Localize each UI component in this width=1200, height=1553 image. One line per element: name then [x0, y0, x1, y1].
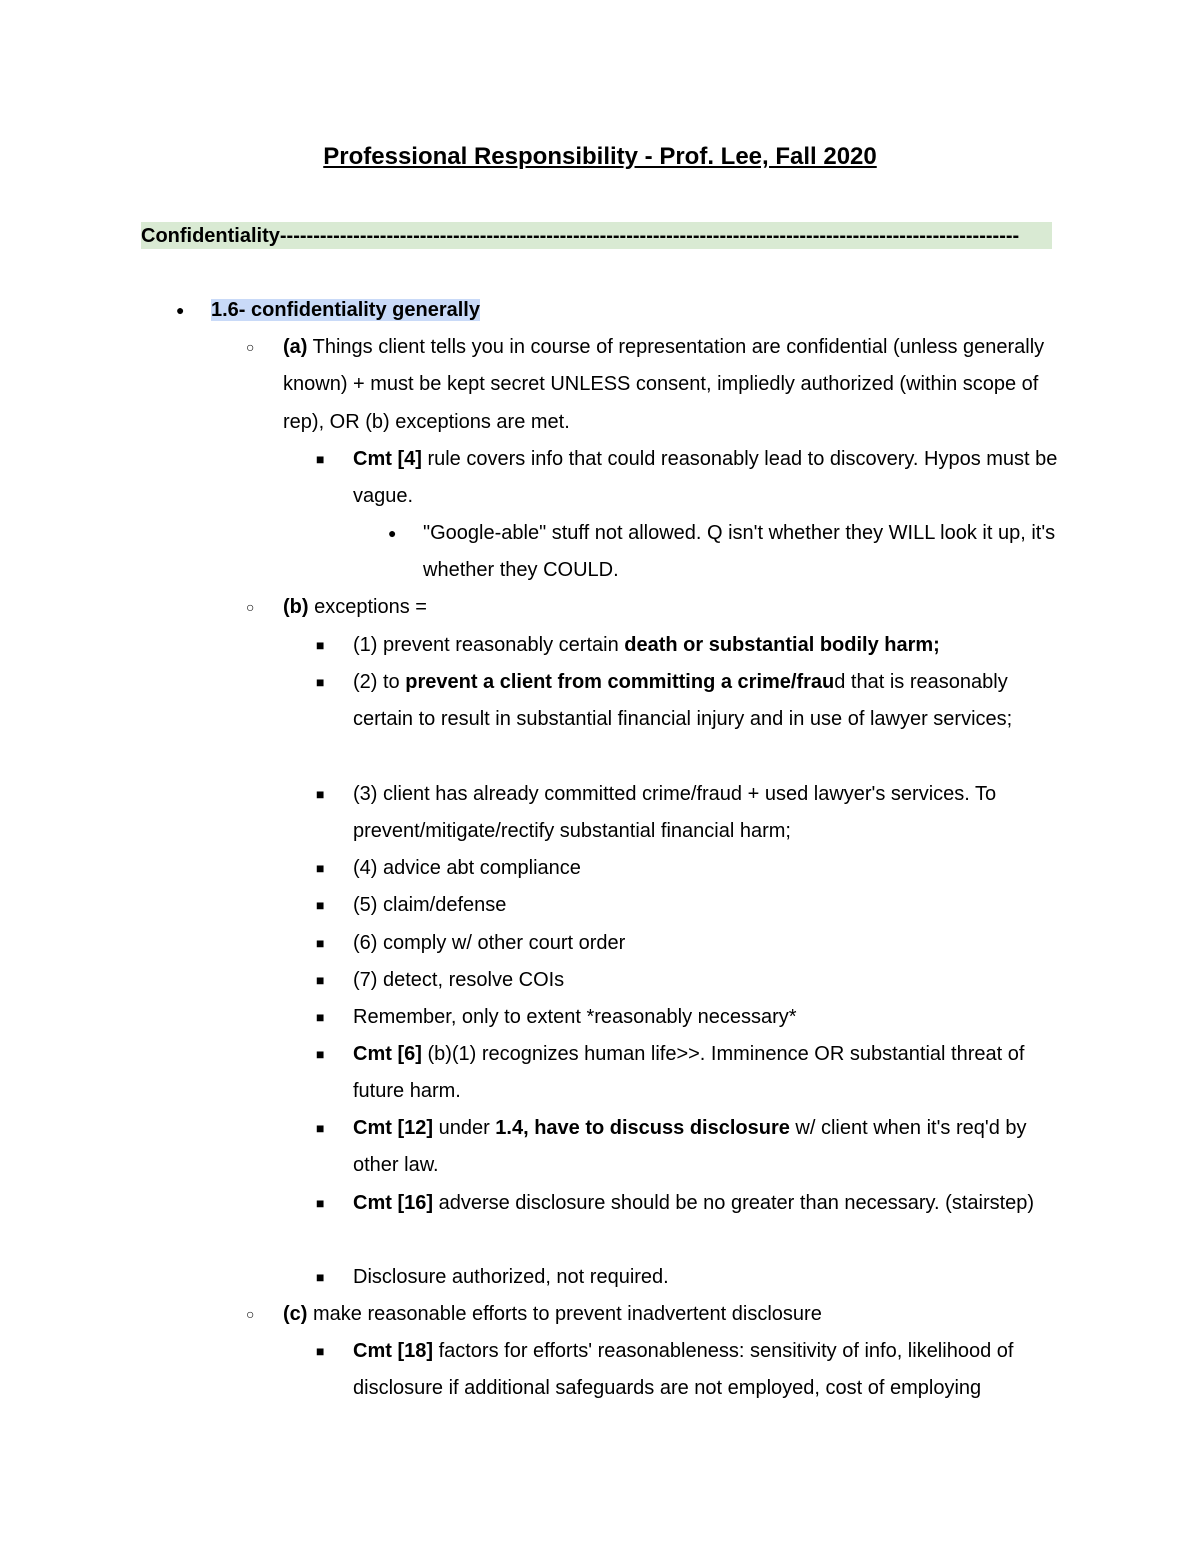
bullet-square: ■	[316, 1046, 325, 1062]
item-label: (c)	[283, 1303, 308, 1325]
list-item-authorized: Disclosure authorized, not required.	[353, 1266, 669, 1288]
comment-text: rule covers info that could reasonably lead to discovery. Hypos must be vague.	[353, 448, 1058, 508]
list-item-cmt12	[353, 1110, 1073, 1185]
bullet-square: ■	[316, 1009, 325, 1025]
item-bold-text: death or substantial bodily harm;	[624, 634, 940, 656]
item-text: (2) to	[353, 671, 406, 693]
list-item-exception-2	[353, 664, 1073, 739]
item-label: (b)	[283, 596, 309, 618]
comment-bold-text: 1.4, have to discuss disclosure	[495, 1117, 790, 1139]
comment-label: Cmt [16]	[353, 1192, 434, 1214]
list-item-cmt4	[353, 441, 1073, 516]
bullet-square: ■	[316, 674, 325, 690]
list-item-b	[283, 589, 1073, 626]
section-rule: ---------------------------------------------------------------------------------------------------------------	[279, 225, 1020, 247]
list-item-remember: Remember, only to extent *reasonably necessary*	[353, 1006, 797, 1028]
section-label: Confidentiality	[141, 225, 280, 247]
comment-text: under	[433, 1117, 496, 1139]
bullet-square: ■	[316, 451, 325, 467]
comment-label: Cmt [6]	[353, 1043, 422, 1065]
bullet-circle: ○	[246, 599, 255, 615]
bullet-square: ■	[316, 1343, 325, 1359]
bullet-square: ■	[316, 897, 325, 913]
list-item-exception-6: (6) comply w/ other court order	[353, 932, 626, 954]
list-item-exception-4: (4) advice abt compliance	[353, 857, 581, 879]
comment-text: adverse disclosure should be no greater than necessary. (stairstep)	[433, 1192, 1035, 1214]
list-item-cmt16	[353, 1185, 1073, 1222]
rule-heading	[211, 292, 511, 329]
section-heading-confidentiality	[141, 222, 1052, 249]
bullet-square: ■	[316, 1195, 325, 1211]
item-text: (1) prevent reasonably certain	[353, 634, 625, 656]
item-label: (a)	[283, 336, 308, 358]
item-text: Things client tells you in course of representation are confidential (unless generally known) + must be kept secret UNLESS consent, impliedly authorized (within scope of rep), OR (b) exceptions are met.	[283, 336, 1045, 433]
list-item-cmt18	[353, 1333, 1073, 1408]
bullet-square: ■	[316, 860, 325, 876]
list-item-c	[283, 1296, 1073, 1333]
rule-heading-text: 1.6- confidentiality generally	[211, 299, 480, 321]
list-item-exception-1	[353, 627, 1073, 664]
bullet-dot: ●	[176, 302, 185, 318]
bullet-square: ■	[316, 935, 325, 951]
item-text: exceptions =	[308, 596, 427, 618]
bullet-square: ■	[316, 637, 325, 653]
comment-text: w/ client when it's req'd by other law.	[353, 1117, 1027, 1177]
list-item-exception-3: (3) client has already committed crime/fraud + used lawyer's services. To prevent/mitigate/rectify substantial financial harm;	[353, 783, 997, 843]
comment-label: Cmt [12]	[353, 1117, 434, 1139]
comment-text: (b)(1) recognizes human life>>. Imminence OR substantial threat of future harm.	[353, 1043, 1025, 1103]
bullet-square: ■	[316, 972, 325, 988]
bullet-square: ■	[316, 1120, 325, 1136]
item-text: make reasonable efforts to prevent inadvertent disclosure	[307, 1303, 822, 1325]
list-item-exception-7: (7) detect, resolve COIs	[353, 969, 565, 991]
list-item-a	[283, 329, 1073, 441]
item-bold-text: prevent a client from committing a crime/frau	[405, 671, 835, 693]
document-title: Professional Responsibility - Prof. Lee, Fall 2020	[323, 143, 877, 170]
comment-label: Cmt [18]	[353, 1340, 434, 1362]
bullet-square: ■	[316, 786, 325, 802]
comment-text: factors for efforts' reasonableness: sensitivity of info, likelihood of disclosure if additional safeguards are not employed, cost of employing	[353, 1340, 1014, 1400]
list-item-google: "Google-able" stuff not allowed. Q isn't whether they WILL look it up, it's whether they COULD.	[423, 522, 1056, 582]
bullet-circle: ○	[246, 339, 255, 355]
bullet-dot: ●	[388, 525, 397, 541]
list-item-exception-5: (5) claim/defense	[353, 894, 507, 916]
item-text: d that is reasonably certain to result in substantial financial injury and in use of lawyer services;	[353, 671, 1013, 731]
comment-label: Cmt [4]	[353, 448, 422, 470]
bullet-circle: ○	[246, 1306, 255, 1322]
list-item-cmt6	[353, 1036, 1073, 1111]
bullet-square: ■	[316, 1269, 325, 1285]
